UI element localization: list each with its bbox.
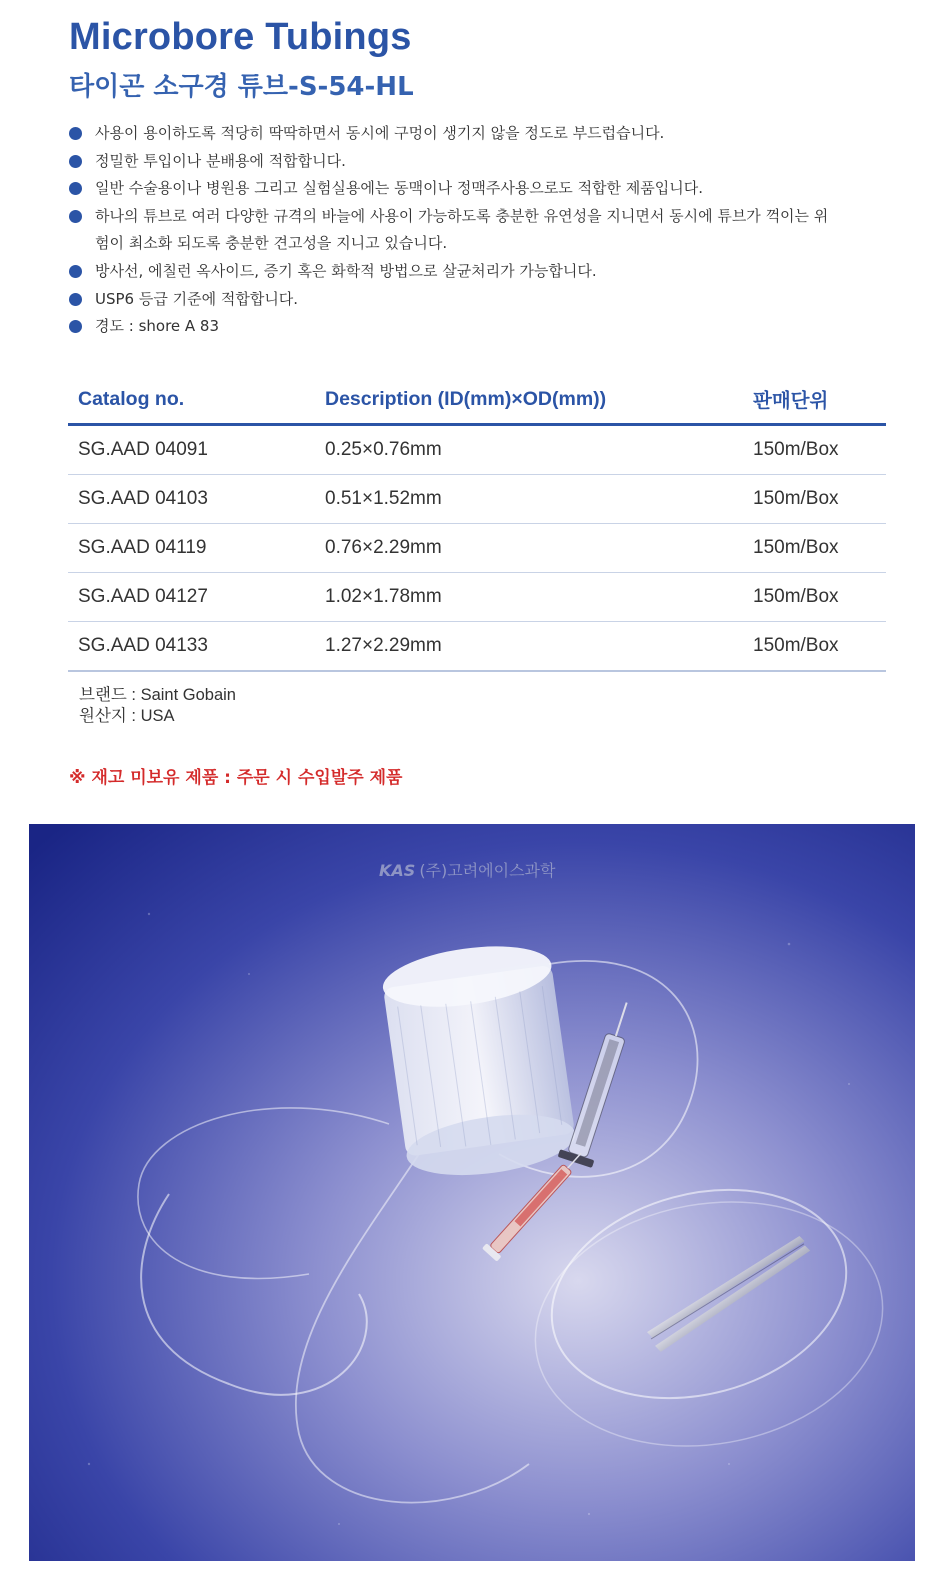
product-table bbox=[68, 375, 886, 672]
table-row bbox=[68, 573, 886, 622]
feature-item bbox=[69, 120, 869, 148]
unit-cell: 150m/Box bbox=[753, 475, 886, 524]
product-photo-illustration bbox=[29, 824, 915, 1561]
column-header-description: Description (ID(mm)×OD(mm)) bbox=[325, 375, 753, 425]
feature-item bbox=[69, 175, 869, 203]
unit-cell: 150m/Box bbox=[753, 524, 886, 573]
company-watermark-text: (주)고려에이스과학 bbox=[419, 861, 556, 880]
catalog-cell: SG.AAD 04127 bbox=[68, 573, 325, 622]
company-logo-icon: KAS bbox=[379, 861, 416, 880]
feature-item bbox=[69, 258, 869, 286]
feature-item bbox=[69, 313, 869, 341]
feature-text: 하나의 튜브로 여러 다양한 규격의 바늘에 사용이 가능하도록 충분한 유연성을 지니면서 동시에 튜브가 꺽이는 위험이 최소화 되도록 충분한 견고성을 지니고 있습니다. bbox=[95, 206, 829, 253]
bullet-icon bbox=[69, 265, 82, 278]
bullet-icon bbox=[69, 293, 82, 306]
bullet-icon bbox=[69, 127, 82, 140]
product-subtitle: 타이곤 소구경 튜브-S-54-HL bbox=[69, 72, 414, 102]
feature-text: 경도 : shore A 83 bbox=[95, 317, 220, 336]
bullet-icon bbox=[69, 182, 82, 195]
unit-cell: 150m/Box bbox=[753, 622, 886, 672]
catalog-cell: SG.AAD 04091 bbox=[68, 425, 325, 475]
feature-text: USP6 등급 기준에 적합합니다. bbox=[95, 289, 299, 308]
table-row bbox=[68, 475, 886, 524]
description-cell: 0.51×1.52mm bbox=[325, 475, 753, 524]
feature-text: 사용이 용이하도록 적당히 딱딱하면서 동시에 구멍이 생기지 않을 정도로 부드럽습니다. bbox=[95, 124, 665, 142]
table-row bbox=[68, 524, 886, 573]
bullet-icon bbox=[69, 155, 82, 168]
catalog-cell: SG.AAD 04133 bbox=[68, 622, 325, 672]
origin-text: 원산지 : USA bbox=[79, 707, 175, 725]
product-title: Microbore Tubings bbox=[69, 16, 412, 58]
feature-text: 방사선, 에칠런 옥사이드, 증기 혹은 화학적 방법으로 살균처리가 가능합니다. bbox=[95, 261, 597, 280]
description-cell: 1.02×1.78mm bbox=[325, 573, 753, 622]
catalog-cell: SG.AAD 04119 bbox=[68, 524, 325, 573]
catalog-cell: SG.AAD 04103 bbox=[68, 475, 325, 524]
feature-item bbox=[69, 286, 869, 314]
description-cell: 1.27×2.29mm bbox=[325, 622, 753, 672]
product-photo bbox=[29, 824, 915, 1561]
table-header-row bbox=[68, 375, 886, 425]
table-row bbox=[68, 425, 886, 475]
column-header-catalog: Catalog no. bbox=[68, 375, 325, 425]
feature-item bbox=[69, 203, 835, 258]
feature-text: 정밀한 투입이나 분배용에 적합합니다. bbox=[95, 151, 346, 170]
feature-item bbox=[69, 148, 869, 176]
unit-cell: 150m/Box bbox=[753, 425, 886, 475]
bullet-icon bbox=[69, 320, 82, 333]
description-cell: 0.76×2.29mm bbox=[325, 524, 753, 573]
unit-cell: 150m/Box bbox=[753, 573, 886, 622]
bullet-icon bbox=[69, 210, 82, 223]
feature-text: 일반 수술용이나 병원용 그리고 실험실용에는 동맥이나 정맥주사용으로도 적합한 제품입니다. bbox=[95, 179, 704, 198]
company-watermark bbox=[379, 858, 555, 881]
brand-origin-info bbox=[79, 685, 236, 727]
column-header-unit: 판매단위 bbox=[753, 375, 886, 425]
description-cell: 0.25×0.76mm bbox=[325, 425, 753, 475]
table-row bbox=[68, 622, 886, 672]
feature-list bbox=[69, 120, 869, 341]
brand-text: 브랜드 : Saint Gobain bbox=[79, 686, 236, 704]
stock-notice: ※ 재고 미보유 제품 : 주문 시 수입발주 제품 bbox=[69, 768, 403, 788]
